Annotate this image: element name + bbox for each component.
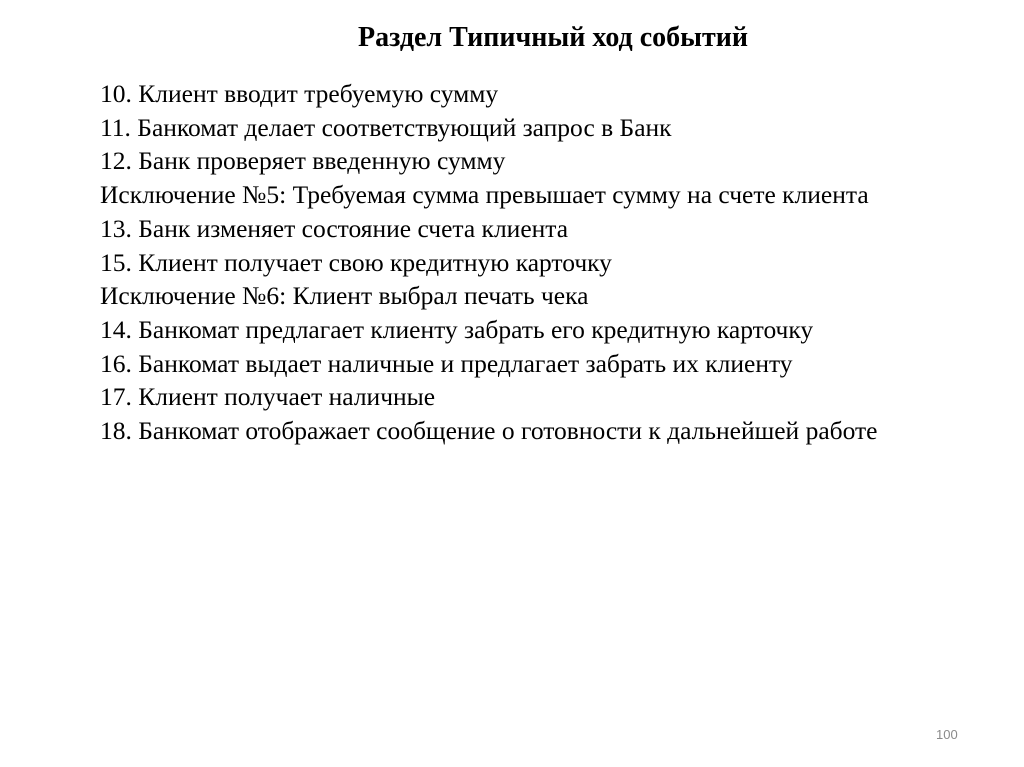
slide-body (48, 77, 997, 448)
paragraph: 17. Клиент получает наличные (100, 382, 436, 412)
paragraph: 13. Банк изменяет состояние счета клиента (100, 213, 569, 243)
page-number: 100 (936, 727, 958, 742)
paragraph: 18. Банкомат отображает сообщение о готовности к дальнейшей работе (100, 416, 878, 446)
paragraph: 10. Клиент вводит требуемую сумму (100, 79, 499, 108)
paragraph: 11. Банкомат делает соответствующий запрос в Банк (100, 112, 672, 142)
paragraph: Исключение №6: Клиент выбрал печать чека (100, 281, 589, 311)
paragraph: 16. Банкомат выдает наличные и предлагает забрать их клиенту (100, 348, 793, 378)
slide-title: Раздел Типичный ход событий (357, 22, 749, 53)
paragraph: 15. Клиент получает свою кредитную карточку (100, 247, 612, 277)
paragraph: Исключение №5: Требуемая сумма превышает сумму на счете клиента (100, 180, 869, 210)
paragraph: 14. Банкомат предлагает клиенту забрать его кредитную карточку (100, 314, 814, 344)
paragraph: 12. Банк проверяет введенную сумму (100, 146, 506, 176)
